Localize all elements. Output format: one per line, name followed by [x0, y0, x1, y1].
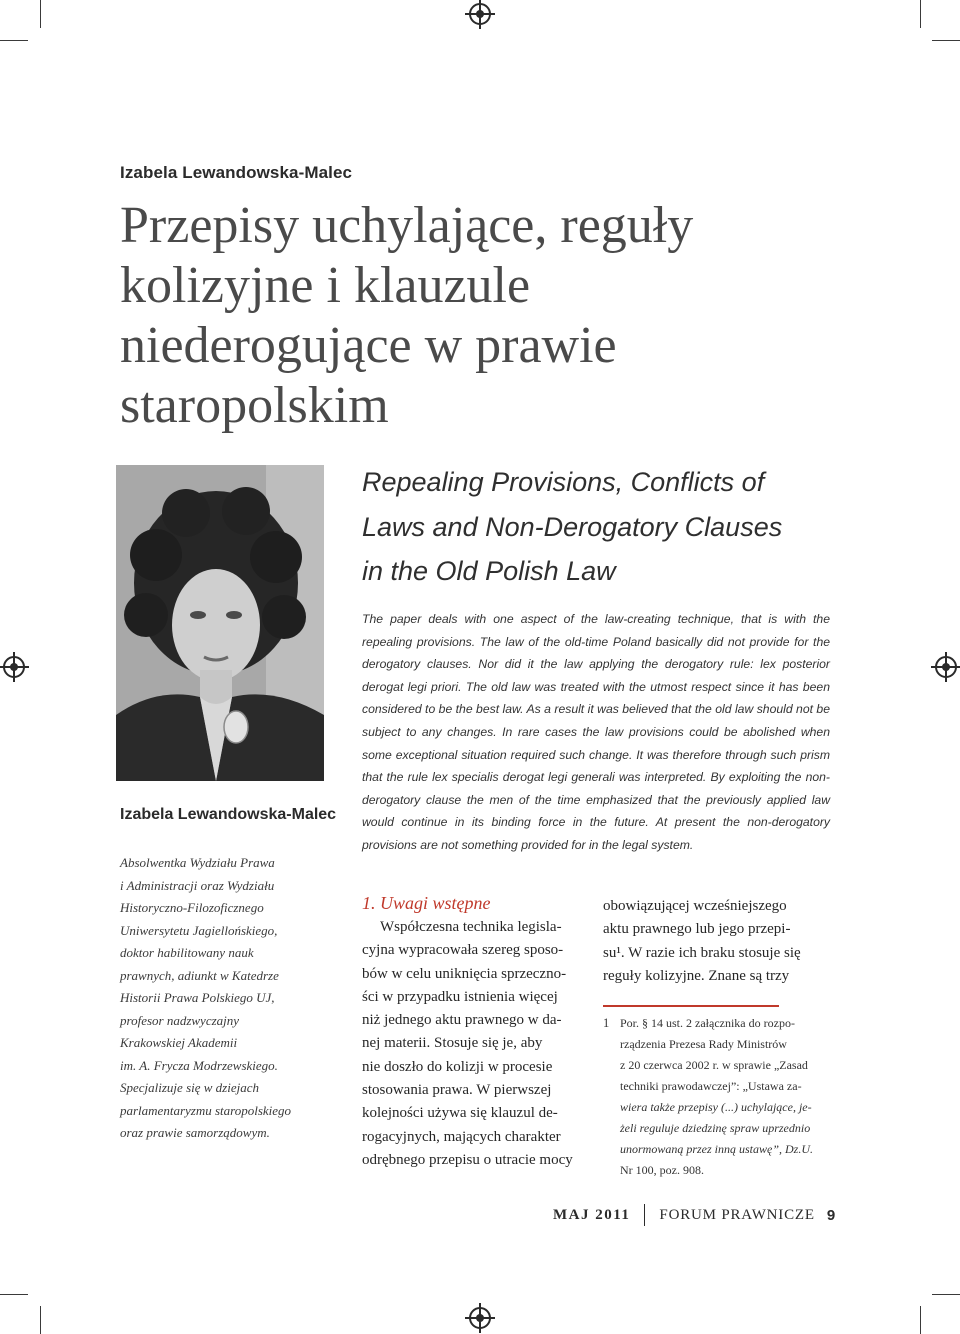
section-heading: 1. Uwagi wstępne	[362, 893, 491, 913]
author-photo	[116, 465, 324, 781]
issue-date: MAJ 2011	[553, 1206, 631, 1223]
body-line: stosowania prawa. W pierwszej	[362, 1082, 552, 1099]
crop-mark	[932, 1294, 960, 1295]
body-column-1	[362, 916, 582, 1172]
bio-line: doktor habilitowany nauk	[120, 945, 254, 960]
bio-line: oraz prawie samorządowym.	[120, 1125, 270, 1140]
bio-line: prawnych, adiunkt w Katedrze	[120, 967, 279, 983]
footnote-divider	[603, 1005, 779, 1007]
body-line: rogacyjnych, mających charakter	[362, 1128, 561, 1145]
body-column-2	[603, 895, 828, 988]
crop-mark	[40, 0, 41, 28]
bio-line: parlamentaryzmu staropolskiego	[120, 1102, 292, 1118]
body-line: nej materii. Stosuje się je, aby	[362, 1035, 543, 1052]
body-line: odrębnego przepisu o utracie mocy	[362, 1151, 573, 1168]
body-line: reguły kolizyjne. Znane są trzy	[603, 967, 790, 984]
title-line: kolizyjne i klauzule	[120, 257, 531, 314]
bio-line: Krakowskiej Akademii	[120, 1035, 238, 1050]
english-title-line: Laws and Non-Derogatory Clauses	[362, 511, 783, 542]
bio-line: Specjalizuje się w dziejach	[120, 1080, 260, 1095]
body-line: aktu prawnego lub jego przepi-	[603, 921, 791, 938]
registration-mark-icon	[469, 1307, 491, 1329]
bio-line: Historii Prawa Polskiego UJ,	[120, 990, 275, 1005]
registration-mark-icon	[3, 656, 25, 678]
crop-mark	[0, 40, 28, 41]
body-line: cyjna wypracowała szereg sposo-	[362, 942, 564, 959]
body-line: ści w przypadku istnienia więcej	[362, 988, 558, 1005]
bio-line: Absolwentka Wydziału Prawa	[120, 855, 275, 870]
footer-divider	[644, 1204, 645, 1226]
body-line: obowiązującej wcześniejszego	[603, 898, 787, 914]
crop-mark	[40, 1306, 41, 1334]
footnote-line: unormowaną przez inną ustawę”, Dz.U.	[620, 1142, 814, 1156]
page-title	[120, 196, 800, 436]
english-title-line: in the Old Polish Law	[362, 556, 616, 586]
bio-line: im. A. Frycza Modrzewskiego.	[120, 1057, 278, 1073]
body-line: niż jednego aktu prawnego w da-	[362, 1012, 562, 1029]
page-footer	[553, 1204, 835, 1226]
bio-name: Izabela Lewandowska-Malec	[120, 806, 337, 823]
body-line: su¹. W razie ich braku stosuje się	[603, 944, 801, 961]
crop-mark	[920, 1306, 921, 1334]
title-line: Przepisy uchylające, reguły	[120, 197, 694, 254]
body-line: bów w celu uniknięcia sprzeczno-	[362, 965, 567, 982]
crop-mark	[0, 1294, 28, 1295]
registration-mark-icon	[469, 3, 491, 25]
english-title	[362, 460, 922, 594]
crop-mark	[932, 40, 960, 41]
footnote-line: żeli reguluje dziedzinę spraw uprzednio	[620, 1121, 811, 1135]
page-number: 9	[826, 1206, 836, 1224]
bio-line: profesor nadzwyczajny	[120, 1012, 240, 1028]
bio-line: Uniwersytetu Jagiellońskiego,	[120, 922, 278, 938]
magazine-name: FORUM PRAWNICZE	[659, 1206, 815, 1223]
body-line: nie doszło do kolizji w procesie	[362, 1058, 553, 1075]
footnote-line: Por. § 14 ust. 2 załącznika do rozpo-	[620, 1016, 795, 1030]
footnote-line: Nr 100, poz. 908.	[620, 1163, 704, 1177]
bio-line: i Administracji oraz Wydziału	[120, 877, 275, 893]
author-bio	[120, 852, 320, 1145]
english-title-line: Repealing Provisions, Conflicts of	[362, 467, 765, 497]
footnote-line: z 20 czerwca 2002 r. w sprawie „Zasad	[620, 1058, 808, 1072]
footnote-line: rządzenia Prezesa Rady Ministrów	[620, 1037, 787, 1051]
footnote-line: wiera także przepisy (...) uchylające, je-	[620, 1100, 812, 1114]
footnote-number: 1	[603, 1016, 610, 1030]
abstract: The paper deals with one aspect of the law-creating technique, that is with the repealing provisions. The law of the old-time Poland basically did not provide for the derogatory clauses. Nor did it the law applying the derogatory rule: lex posterior derogat legi priori. The old law was treated with the utmost respect since it has been considered to be the best law. As a result it was believed that the old law should not be subject to any changes. In rare cases the law provisions could be abolished when some exceptional situation required such change. It was therefore through such prism that the rule lex specialis derogat legi generali was interpreted. By exploiting the non-derogatory clause the men of the time emphasized that the previously applied law would continue in its binding force in the future. At present the non-derogatory provisions are not something provided for in the legal system.	[362, 612, 830, 852]
body-line: kolejności używa się klauzul de-	[362, 1105, 558, 1122]
title-line: staropolskim	[120, 377, 389, 434]
footnote	[620, 1013, 832, 1181]
crop-mark	[920, 0, 921, 28]
portrait-illustration	[116, 465, 324, 781]
author-name: Izabela Lewandowska-Malec	[120, 163, 353, 182]
footnote-line: techniki prawodawczej”: „Ustawa za-	[620, 1079, 802, 1093]
title-line: niederogujące w prawie	[120, 317, 617, 374]
body-line: Współczesna technika legisla-	[380, 919, 562, 935]
bio-line: Historyczno-Filozoficznego	[120, 900, 264, 915]
registration-mark-icon	[935, 656, 957, 678]
